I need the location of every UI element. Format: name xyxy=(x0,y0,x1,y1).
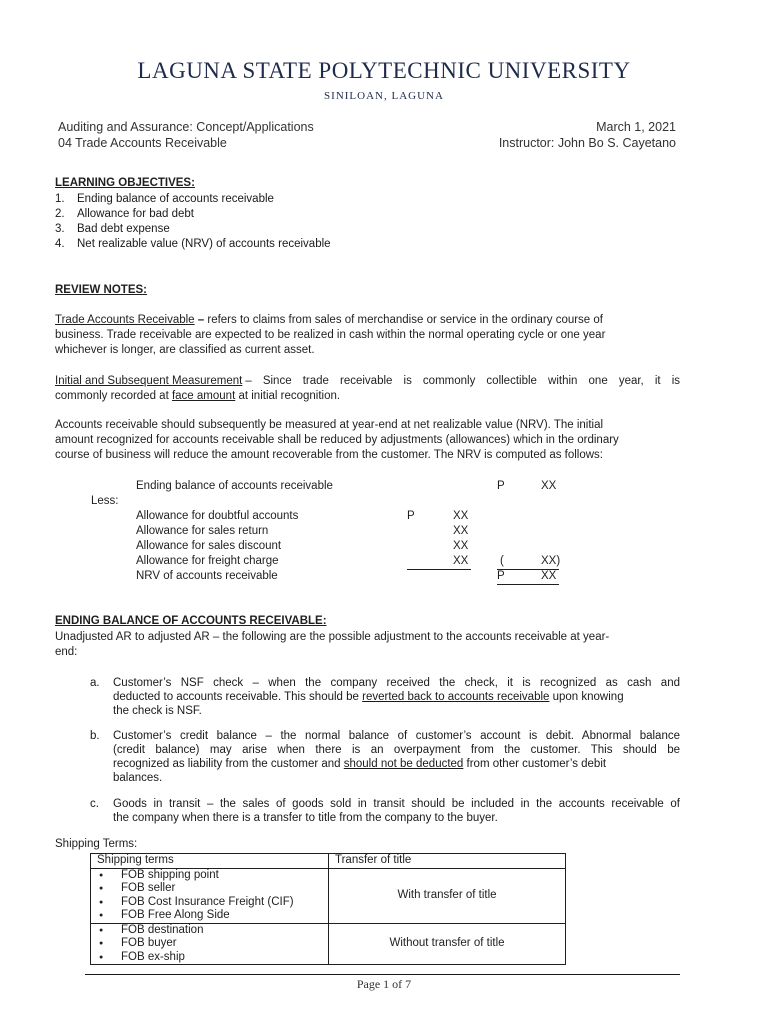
nrv-paragraph: Accounts receivable should subsequently be measured at year-end at net realizable value (NRV). The initial amount recognized for accounts receivable shall be reduced by adjustments (allowances) which in the ordinary course of business will reduce the amount recoverable from the customer. The NRV is computed as follows: xyxy=(55,419,619,461)
nrv-doubtful-label: Allowance for doubtful accounts xyxy=(136,510,299,522)
list-item: ● FOB Free Along Side xyxy=(97,909,322,923)
university-title: LAGUNA STATE POLYTECHNIC UNIVERSITY xyxy=(137,58,631,83)
shipping-terms-label: Shipping Terms: xyxy=(55,838,138,850)
ending-balance-heading: ENDING BALANCE OF ACCOUNTS RECEIVABLE: xyxy=(55,615,327,627)
shipping-terms-cell xyxy=(91,923,329,965)
table-row xyxy=(91,868,566,923)
objective-item: 2. Allowance for bad debt xyxy=(55,208,194,220)
objectives-heading: LEARNING OBJECTIVES: xyxy=(55,177,195,189)
nrv-returns-label: Allowance for sales return xyxy=(136,525,269,537)
nrv-result-currency: P xyxy=(497,570,505,582)
trade-receivable-term: Trade Accounts Receivable xyxy=(55,314,195,326)
list-item: ● FOB ex-ship xyxy=(97,951,322,965)
objective-item: 3. Bad debt expense xyxy=(55,223,170,235)
list-item: ● FOB destination xyxy=(97,924,322,938)
nrv-ending-value: XX xyxy=(541,480,557,492)
objective-item: 1. Ending balance of accounts receivable xyxy=(55,193,274,205)
measurement-paragraph: Initial and Subsequent Measurement – Since trade receivable is commonly collectible within one year, it is commonly recorded at face amount at initial recognition. xyxy=(55,375,680,402)
trade-receivable-paragraph: Trade Accounts Receivable – refers to claims from sales of merchandise or service in the ordinary course of business. Trade receivable are expected to be realized in cash within the normal operating cycle or one year whichever is longer, are classified as current asset. xyxy=(55,314,606,356)
allowance-total-underline xyxy=(407,569,471,570)
topic-title: 04 Trade Accounts Receivable xyxy=(58,136,227,150)
course-title: Auditing and Assurance: Concept/Applications xyxy=(58,120,314,134)
shipping-terms-table xyxy=(90,853,566,965)
nrv-result-value: XX xyxy=(541,570,557,582)
nrv-doubtful-currency: P xyxy=(407,510,415,522)
table-row xyxy=(91,923,566,965)
table-header-row xyxy=(91,854,566,869)
column-header-transfer-of-title: Transfer of title xyxy=(329,854,566,869)
shipping-terms-cell xyxy=(91,868,329,923)
adjustment-item-c: c. Goods in transit – the sales of goods sold in transit should be included in the accounts receivable of the company when there is a transfer to title from the company to the buyer. xyxy=(90,798,680,824)
nrv-freight-label: Allowance for freight charge xyxy=(136,555,279,567)
transfer-title-cell: Without transfer of title xyxy=(329,923,566,965)
review-heading: REVIEW NOTES: xyxy=(55,284,148,296)
list-item: ● FOB seller xyxy=(97,882,322,896)
ending-balance-intro: Unadjusted AR to adjusted AR – the following are the possible adjustment to the accounts receivable at year- end: xyxy=(55,631,610,658)
nrv-doubtful-value: XX xyxy=(453,510,469,522)
measurement-term: Initial and Subsequent Measurement xyxy=(55,375,243,387)
list-item: ● FOB buyer xyxy=(97,937,322,951)
document-date: March 1, 2021 xyxy=(596,120,676,134)
nrv-ending-currency: P xyxy=(497,480,505,492)
nrv-discount-value: XX xyxy=(453,540,469,552)
list-item: ● FOB shipping point xyxy=(97,869,322,883)
nrv-total-allowance-open: ( xyxy=(500,555,504,567)
nrv-ending-label: Ending balance of accounts receivable xyxy=(136,480,333,492)
adjustment-item-b: b. Customer’s credit balance – the normal balance of customer’s account is debit. Abnormal balance (credit balance) may arise when there is an overpayment from the customer. This should be recognized as liability from the customer and should not be deducted from other customer’s debit balances. xyxy=(90,730,680,784)
adjustment-item-a: a. Customer’s NSF check – when the company received the check, it is recognized as cash and deducted to accounts receivable. This should be reverted back to accounts receivable upon knowing the check is NSF. xyxy=(90,677,680,717)
list-item: ● FOB Cost Insurance Freight (CIF) xyxy=(97,896,322,910)
footer-divider xyxy=(85,974,680,975)
nrv-total-allowance-value: XX) xyxy=(541,555,561,567)
instructor-name: Instructor: John Bo S. Cayetano xyxy=(498,136,676,150)
column-header-shipping-terms: Shipping terms xyxy=(91,854,329,869)
campus-name: SINILOAN, LAGUNA xyxy=(324,90,444,102)
nrv-freight-value: XX xyxy=(453,555,469,567)
nrv-discount-label: Allowance for sales discount xyxy=(136,540,282,552)
objectives-list xyxy=(55,192,331,252)
page-number: Page 1 of 7 xyxy=(356,977,412,991)
nrv-result-label: NRV of accounts receivable xyxy=(136,570,278,582)
objective-item: 4. Net realizable value (NRV) of accounts receivable xyxy=(55,238,331,250)
nrv-returns-value: XX xyxy=(453,525,469,537)
transfer-title-cell: With transfer of title xyxy=(329,868,566,923)
nrv-less-label: Less: xyxy=(91,495,119,507)
nrv-result-underline xyxy=(497,584,559,585)
